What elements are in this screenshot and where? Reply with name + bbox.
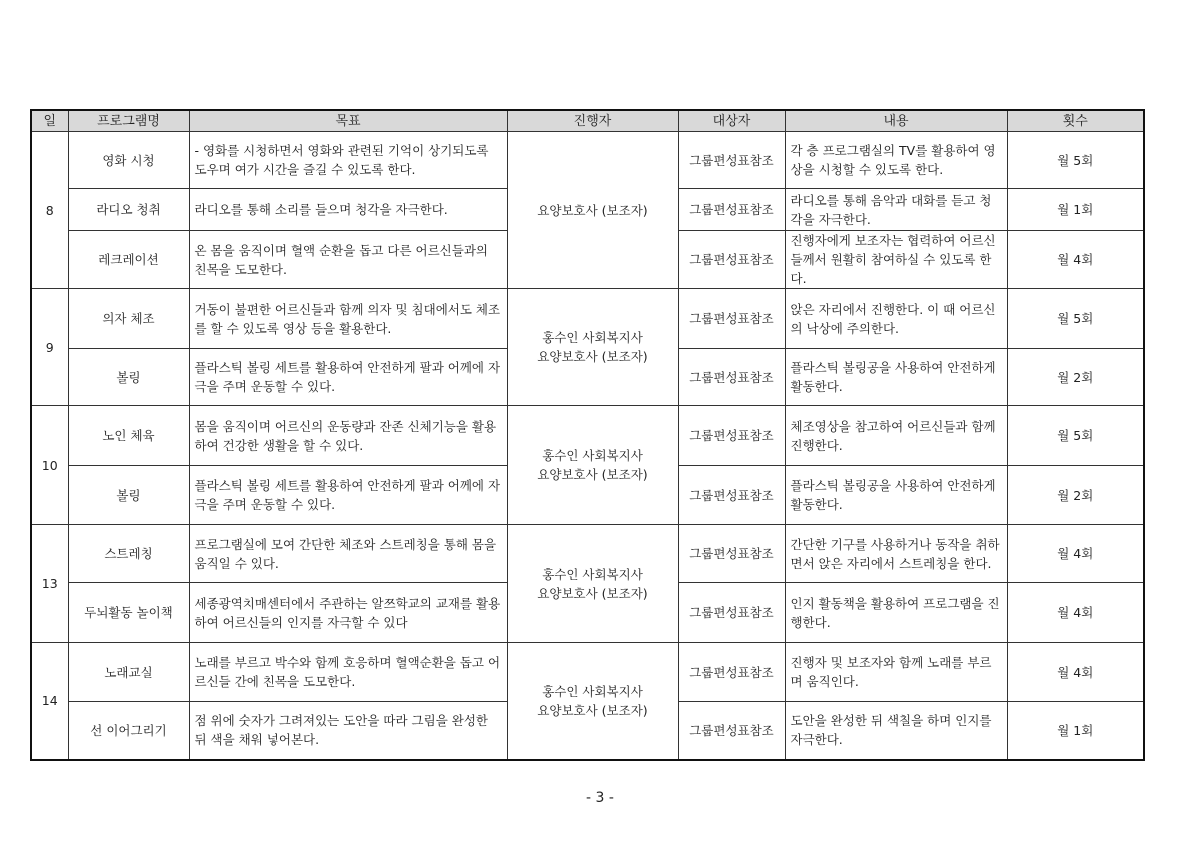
program-name-cell: 의자 체조 xyxy=(68,289,189,349)
leader-line: 요양보호사 (보조자) xyxy=(537,702,648,718)
day-cell: 10 xyxy=(31,406,68,525)
goal-cell: 노래를 부르고 박수와 함께 호응하며 혈액순환을 돕고 어르신들 간에 친목을 도모한다. xyxy=(189,643,507,702)
goal-cell: 라디오를 통해 소리를 들으며 청각을 자극한다. xyxy=(189,189,507,231)
table-row xyxy=(31,643,1144,702)
target-cell: 그룹편성표참조 xyxy=(678,231,785,289)
goal-cell: 점 위에 숫자가 그려져있는 도안을 따라 그림을 완성한 뒤 색을 채워 넣어본다. xyxy=(189,702,507,760)
leader-cell xyxy=(507,132,678,289)
target-cell: 그룹편성표참조 xyxy=(678,289,785,349)
page-number: - 3 - xyxy=(586,790,614,806)
content-cell: 진행자에게 보조자는 협력하여 어르신들께서 원활히 참여하실 수 있도록 한다. xyxy=(785,231,1007,289)
target-cell: 그룹편성표참조 xyxy=(678,466,785,525)
leader-cell xyxy=(507,289,678,406)
content-cell: 각 층 프로그램실의 TV를 활용하여 영상을 시청할 수 있도록 한다. xyxy=(785,132,1007,189)
leader-line: 홍수인 사회복지사 xyxy=(542,448,643,463)
goal-cell: - 영화를 시청하면서 영화와 관련된 기억이 상기되도록 도우며 여가 시간을 즐길 수 있도록 한다. xyxy=(189,132,507,189)
leader-cell xyxy=(507,406,678,525)
target-cell: 그룹편성표참조 xyxy=(678,643,785,702)
goal-cell: 온 몸을 움직이며 혈액 순환을 돕고 다른 어르신들과의 친목을 도모한다. xyxy=(189,231,507,289)
target-cell: 그룹편성표참조 xyxy=(678,583,785,643)
content-cell: 인지 활동책을 활용하여 프로그램을 진행한다. xyxy=(785,583,1007,643)
program-name-cell: 레크레이션 xyxy=(68,231,189,289)
target-cell: 그룹편성표참조 xyxy=(678,349,785,406)
program-name-cell: 노인 체육 xyxy=(68,406,189,466)
table-row xyxy=(31,406,1144,466)
header-program-name: 프로그램명 xyxy=(68,110,189,132)
header-content: 내용 xyxy=(785,110,1007,132)
program-name-cell: 라디오 청취 xyxy=(68,189,189,231)
leader-line: 요양보호사 (보조자) xyxy=(537,585,648,601)
count-cell: 월 5회 xyxy=(1007,289,1144,349)
table-row xyxy=(31,132,1144,189)
count-cell: 월 2회 xyxy=(1007,466,1144,525)
target-cell: 그룹편성표참조 xyxy=(678,189,785,231)
leader-line: 요양보호사 (보조자) xyxy=(537,467,648,482)
header-leader: 진행자 xyxy=(507,110,678,132)
leader-line: 요양보호사 (보조자) xyxy=(537,349,648,364)
table-row xyxy=(31,525,1144,583)
goal-cell: 플라스틱 볼링 세트를 활용하여 안전하게 팔과 어께에 자극을 주며 운동할 수 있다. xyxy=(189,466,507,525)
content-cell: 간단한 기구를 사용하거나 동작을 취하면서 앉은 자리에서 스트레칭을 한다. xyxy=(785,525,1007,583)
header-day: 일 xyxy=(31,110,68,132)
leader-line: 홍수인 사회복지사 xyxy=(542,683,643,699)
count-cell: 월 4회 xyxy=(1007,231,1144,289)
target-cell: 그룹편성표참조 xyxy=(678,132,785,189)
table-row xyxy=(31,289,1144,349)
header-row xyxy=(31,110,1144,132)
count-cell: 월 4회 xyxy=(1007,525,1144,583)
content-cell: 진행자 및 보조자와 함께 노래를 부르며 움직인다. xyxy=(785,643,1007,702)
content-cell: 앉은 자리에서 진행한다. 이 때 어르신의 낙상에 주의한다. xyxy=(785,289,1007,349)
content-cell: 라디오를 통해 음악과 대화를 듣고 청각을 자극한다. xyxy=(785,189,1007,231)
count-cell: 월 1회 xyxy=(1007,189,1144,231)
day-cell: 9 xyxy=(31,289,68,406)
goal-cell: 거동이 불편한 어르신들과 함께 의자 및 침대에서도 체조를 할 수 있도록 영상 등을 활용한다. xyxy=(189,289,507,349)
count-cell: 월 4회 xyxy=(1007,643,1144,702)
count-cell: 월 5회 xyxy=(1007,132,1144,189)
program-name-cell: 볼링 xyxy=(68,466,189,525)
goal-cell: 프로그램실에 모여 간단한 체조와 스트레칭을 통해 몸을 움직일 수 있다. xyxy=(189,525,507,583)
program-name-cell: 노래교실 xyxy=(68,643,189,702)
content-cell: 플라스틱 볼링공을 사용하여 안전하게 활동한다. xyxy=(785,466,1007,525)
leader-line: 요양보호사 (보조자) xyxy=(537,202,648,218)
leader-line: 홍수인 사회복지사 xyxy=(542,330,643,345)
program-name-cell: 볼링 xyxy=(68,349,189,406)
content-cell: 체조영상을 참고하여 어르신들과 함께 진행한다. xyxy=(785,406,1007,466)
target-cell: 그룹편성표참조 xyxy=(678,525,785,583)
day-cell: 8 xyxy=(31,132,68,289)
target-cell: 그룹편성표참조 xyxy=(678,702,785,760)
program-name-cell: 스트레칭 xyxy=(68,525,189,583)
count-cell: 월 2회 xyxy=(1007,349,1144,406)
leader-cell xyxy=(507,643,678,760)
goal-cell: 세종광역치매센터에서 주관하는 알쯔학교의 교재를 활용하여 어르신들의 인지를 자극할 수 있다 xyxy=(189,583,507,643)
content-cell: 플라스틱 볼링공을 사용하여 안전하게 활동한다. xyxy=(785,349,1007,406)
program-name-cell: 영화 시청 xyxy=(68,132,189,189)
day-cell: 14 xyxy=(31,643,68,760)
leader-line: 홍수인 사회복지사 xyxy=(542,566,643,582)
day-cell: 13 xyxy=(31,525,68,643)
header-target: 대상자 xyxy=(678,110,785,132)
target-cell: 그룹편성표참조 xyxy=(678,406,785,466)
goal-cell: 플라스틱 볼링 세트를 활용하여 안전하게 팔과 어께에 자극을 주며 운동할 수 있다. xyxy=(189,349,507,406)
content-cell: 도안을 완성한 뒤 색칠을 하며 인지를 자극한다. xyxy=(785,702,1007,760)
header-count: 횟수 xyxy=(1007,110,1144,132)
goal-cell: 몸을 움직이며 어르신의 운동량과 잔존 신체기능을 활용하여 건강한 생활을 할 수 있다. xyxy=(189,406,507,466)
program-name-cell: 선 이어그리기 xyxy=(68,702,189,760)
program-name-cell: 두뇌활동 놀이책 xyxy=(68,583,189,643)
count-cell: 월 5회 xyxy=(1007,406,1144,466)
count-cell: 월 4회 xyxy=(1007,583,1144,643)
count-cell: 월 1회 xyxy=(1007,702,1144,760)
header-goal: 목표 xyxy=(189,110,507,132)
leader-cell xyxy=(507,525,678,643)
program-schedule-table xyxy=(30,109,1145,761)
